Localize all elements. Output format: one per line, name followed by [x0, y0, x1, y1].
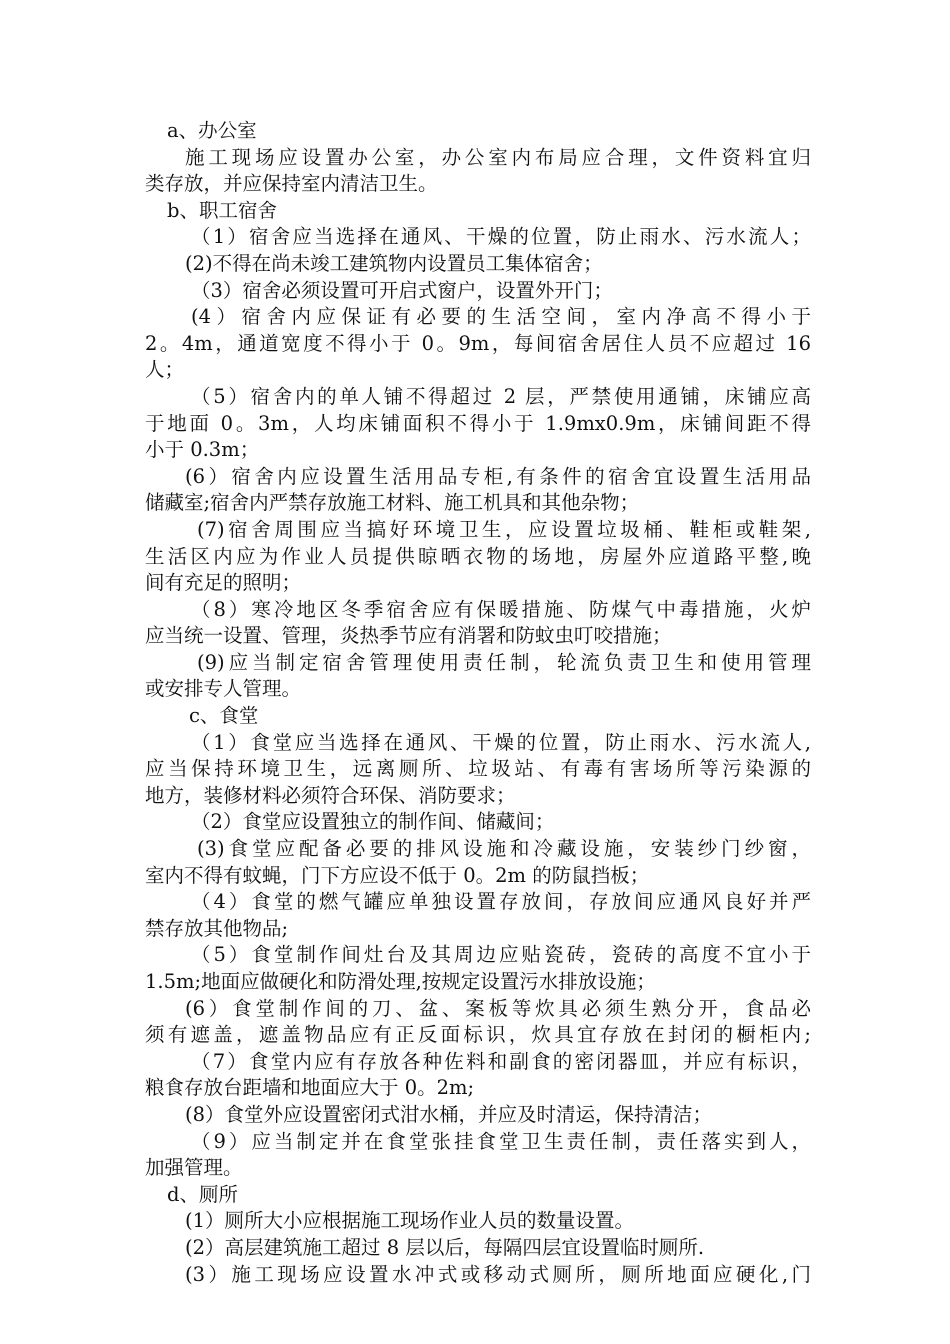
section-heading-dormitory: b、职工宿舍 [167, 198, 277, 222]
paragraph-line: (1）厕所大小应根据施工现场作业人员的数量设置。 [185, 1209, 635, 1233]
paragraph-line: (2)不得在尚未竣工建筑物内设置员工集体宿舍； [185, 251, 603, 275]
section-heading-canteen: c、食堂 [189, 704, 259, 728]
paragraph-line: （8）寒冷地区冬季宿舍应有保暖措施、防煤气中毒措施，火炉 [191, 597, 811, 621]
paragraph-line: 1.5m;地面应做硬化和防滑处理,按规定设置污水排放设施； [145, 970, 656, 993]
paragraph-line: 地方，装修材料必须符合环保、消防要求； [145, 783, 516, 807]
paragraph-line: 类存放，并应保持室内清洁卫生。 [145, 172, 438, 196]
paragraph-line: （1）食堂应当选择在通风、干燥的位置，防止雨水、污水流人, [191, 730, 811, 754]
paragraph-line: 于地面 0。3m，人均床铺面积不得小于 1.9mx0.9m，床铺间距不得 [145, 411, 811, 435]
paragraph-line: 小于 0.3m； [145, 438, 260, 462]
paragraph-line: 加强管理。 [145, 1156, 243, 1180]
paragraph-line: （3）宿舍必须设置可开启式窗户，设置外开门； [191, 278, 613, 302]
section-heading-office: a、办公室 [167, 119, 257, 142]
paragraph-line: 生活区内应为作业人员提供晾晒衣物的场地，房屋外应道路平整,晚 [145, 544, 811, 568]
paragraph-line: 或安排专人管理。 [145, 677, 302, 701]
paragraph-line: （5）食堂制作间灶台及其周边应贴瓷砖，瓷砖的高度不宜小于 [191, 943, 811, 967]
paragraph-line: （7）食堂内应有存放各种佐料和副食的密闭器皿，并应有标识， [191, 1049, 811, 1073]
paragraph-line: （1）宿舍应当选择在通风、干燥的位置，防止雨水、污水流人； [191, 225, 811, 249]
section-heading-toilet: d、厕所 [167, 1182, 238, 1206]
paragraph-line: 2。4m，通道宽度不得小于 0。9m，每间宿舍居住人员不应超过 16 [145, 331, 811, 355]
paragraph-line: 须有遮盖，遮盖物品应有正反面标识，炊具宜存放在封闭的橱柜内; [145, 1023, 811, 1047]
paragraph-line: 储藏室;宿舍内严禁存放施工材料、施工机具和其他杂物； [145, 491, 640, 515]
paragraph-line: （2）食堂应设置独立的制作间、储藏间； [191, 810, 555, 834]
paragraph-line: 应当统一设置、管理，炎热季节应有消署和防蚊虫叮咬措施； [145, 624, 672, 648]
paragraph-line: (9)应当制定宿舍管理使用责任制，轮流负责卫生和使用管理 [197, 650, 811, 674]
paragraph-line: 室内不得有蚊蝇，门下方应设不低于 0。2m 的防鼠挡板； [145, 863, 650, 887]
paragraph-line: 禁存放其他物品; [145, 916, 289, 940]
paragraph-line: 应当保持环境卫生，远离厕所、垃圾站、有毒有害场所等污染源的 [145, 757, 811, 781]
paragraph-line: (7)宿舍周围应当搞好环境卫生，应设置垃圾桶、鞋柜或鞋架, [197, 517, 811, 541]
paragraph-line: （5）宿舍内的单人铺不得超过 2 层，严禁使用通铺，床铺应高 [191, 384, 811, 408]
paragraph-line: 间有充足的照明； [145, 571, 302, 595]
paragraph-line: (8）食堂外应设置密闭式泔水桶，并应及时清运，保持清洁； [185, 1102, 713, 1126]
paragraph-line: (6）食堂制作间的刀、盆、案板等炊具必须生熟分开，食品必 [185, 996, 811, 1020]
paragraph-line: (6）宿舍内应设置生活用品专柜,有条件的宿舍宜设置生活用品 [185, 464, 811, 488]
paragraph-line: (2）高层建筑施工超过 8 层以后，每隔四层宜设置临时厕所. [185, 1235, 705, 1259]
paragraph-line: 粮食存放台距墙和地面应大于 0。2m; [145, 1076, 475, 1100]
paragraph-line: 人； [145, 358, 185, 382]
paragraph-line: （9）应当制定并在食堂张挂食堂卫生责任制，责任落实到人， [191, 1129, 811, 1153]
paragraph-line: (4）宿舍内应保证有必要的生活空间，室内净高不得小于 [191, 305, 811, 329]
document-page [145, 118, 811, 1288]
paragraph-line: (3）施工现场应设置水冲式或移动式厕所，厕所地面应硬化,门 [185, 1262, 811, 1286]
paragraph-line: 施工现场应设置办公室，办公室内布局应合理，文件资料宜归 [185, 145, 811, 169]
paragraph-line: (3)食堂应配备必要的排风设施和冷藏设施，安装纱门纱窗， [197, 837, 811, 861]
paragraph-line: （4）食堂的燃气罐应单独设置存放间，存放间应通风良好并严 [191, 890, 811, 914]
